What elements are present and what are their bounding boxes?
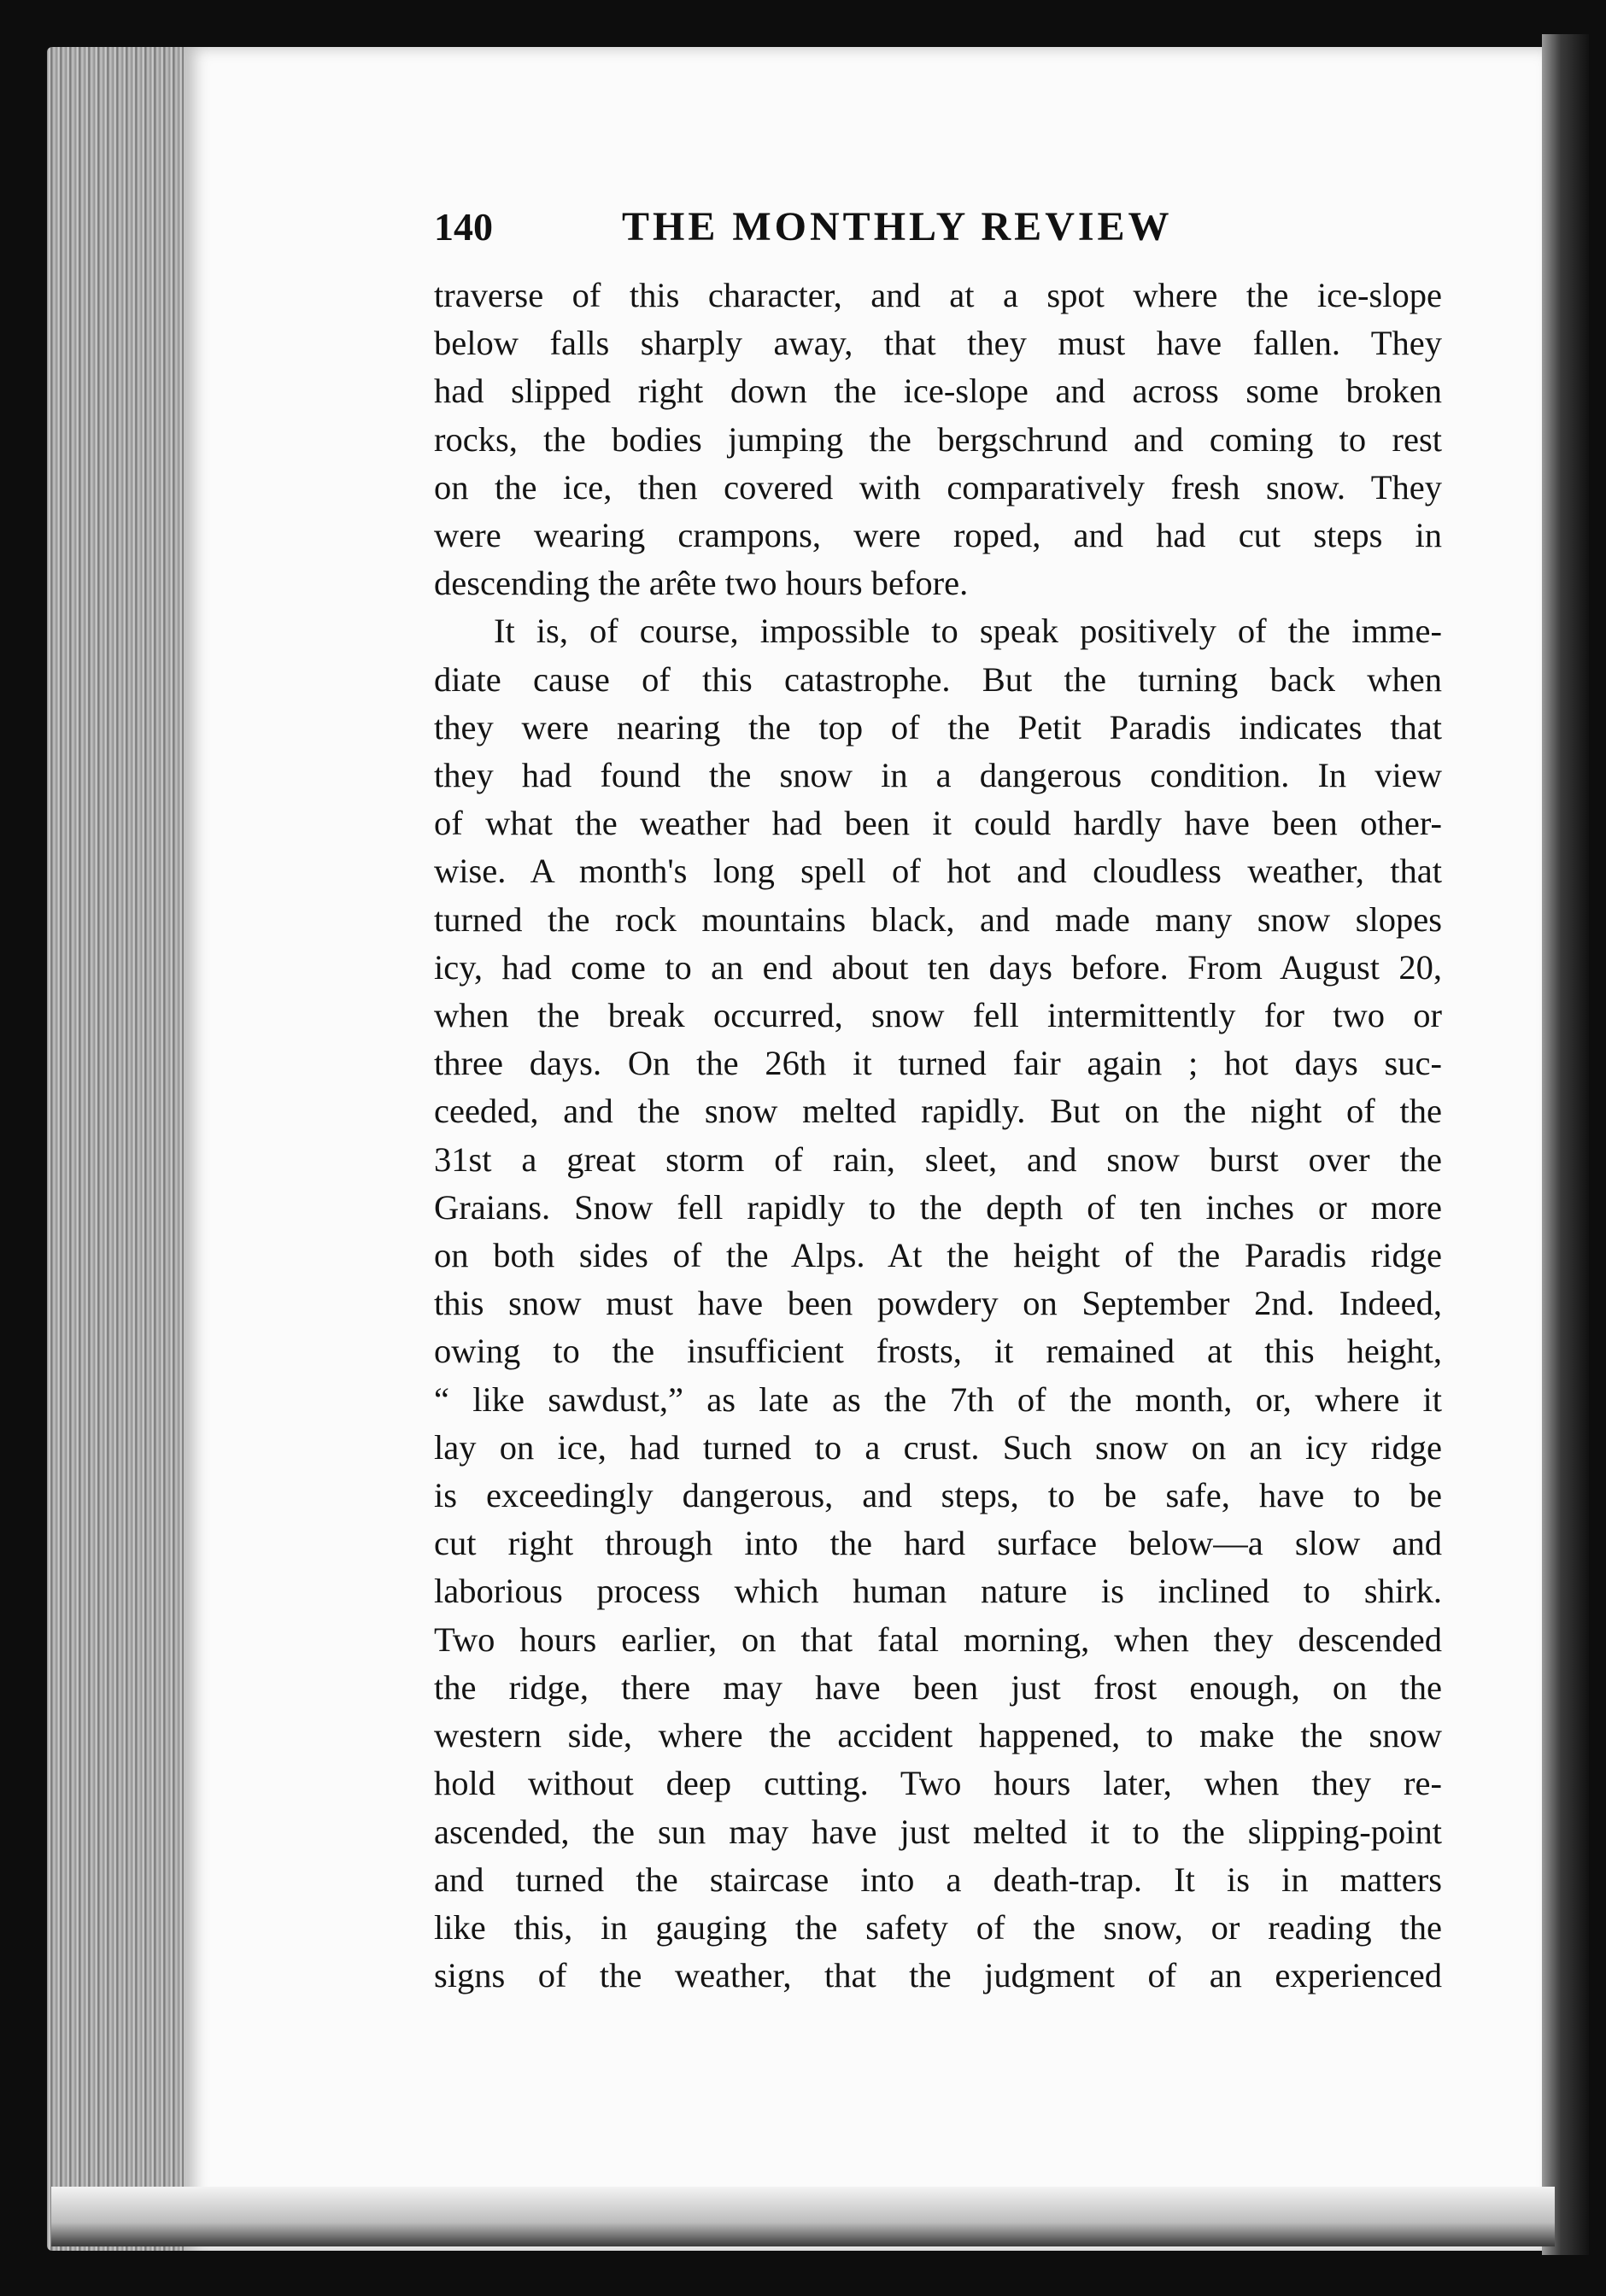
text-line: on both sides of the Alps. At the height of the Paradis ridge [434, 1236, 1442, 1275]
text-line: lay on ice, had turned to a crust. Such snow on an icy ridge [434, 1427, 1442, 1467]
text-line: rocks, the bodies jumping the bergschrund and coming to rest [434, 419, 1442, 459]
text-line: Two hours earlier, on that fatal morning, when they descended [434, 1620, 1442, 1659]
text-line: on the ice, then covered with comparatively fresh snow. They [434, 467, 1442, 507]
text-line: turned the rock mountains black, and made many snow slopes [434, 899, 1442, 939]
text-line: ascended, the sun may have just melted it to the slipping-point [434, 1812, 1442, 1851]
text-line: below falls sharply away, that they must have fallen. They [434, 324, 1442, 363]
text-line: wise. A month's long spell of hot and cloudless weather, that [434, 852, 1442, 891]
text-line: western side, where the accident happened, to make the snow [434, 1716, 1442, 1755]
text-line: three days. On the 26th it turned fair again ; hot days suc- [434, 1044, 1442, 1083]
body-text [434, 272, 1442, 2000]
text-line: traverse of this character, and at a spot where the ice-slope [434, 276, 1442, 314]
text-line: like this, in gauging the safety of the snow, or reading the [434, 1907, 1442, 1947]
text-line: ceeded, and the snow melted rapidly. But on the night of the [434, 1092, 1442, 1131]
running-head: THE MONTHLY REVIEW [622, 204, 1173, 249]
text-line: they had found the snow in a dangerous condition. In view [434, 756, 1442, 795]
text-line: this snow must have been powdery on September 2nd. Indeed, [434, 1284, 1442, 1323]
text-line: when the break occurred, snow fell intermittently for two or [434, 996, 1442, 1035]
text-line: descending the arête two hours before. [434, 564, 969, 603]
page-number: 140 [434, 205, 493, 249]
page-header [434, 203, 1391, 263]
text-line: the ridge, there may have been just frost enough, on the [434, 1667, 1442, 1707]
text-line: owing to the insufficient frosts, it remained at this height, [434, 1332, 1442, 1371]
facing-page-edge [1542, 34, 1589, 2255]
text-line: and turned the staircase into a death-trap. It is in matters [434, 1860, 1442, 1899]
text-line: of what the weather had been it could hardly have been other- [434, 804, 1442, 843]
text-line: signs of the weather, that the judgment of an experienced [434, 1956, 1442, 1995]
text-line: cut right through into the hard surface below—a slow and [434, 1524, 1442, 1563]
text-line: hold without deep cutting. Two hours later, when they re- [434, 1764, 1442, 1803]
text-line: diate cause of this catastrophe. But the turning back when [434, 659, 1442, 699]
book-bottom-edge [51, 2187, 1555, 2246]
text-line: icy, had come to an end about ten days before. From August 20, [434, 947, 1442, 987]
text-line: is exceedingly dangerous, and steps, to be safe, have to be [434, 1476, 1442, 1515]
text-line: laborious process which human nature is inclined to shirk. [434, 1572, 1442, 1611]
text-line: “ like sawdust,” as late as the 7th of the month, or, where it [434, 1379, 1442, 1419]
text-line: were wearing crampons, were roped, and had cut steps in [434, 516, 1442, 555]
text-line: Graians. Snow fell rapidly to the depth of ten inches or more [434, 1187, 1442, 1227]
text-line: 31st a great storm of rain, sleet, and snow burst over the [434, 1139, 1442, 1179]
book-page-edges [47, 47, 192, 2251]
text-line: had slipped right down the ice-slope and across some broken [434, 372, 1442, 411]
text-line: It is, of course, impossible to speak positively of the imme- [494, 612, 1442, 651]
text-line: they were nearing the top of the Petit Paradis indicates that [434, 707, 1442, 747]
